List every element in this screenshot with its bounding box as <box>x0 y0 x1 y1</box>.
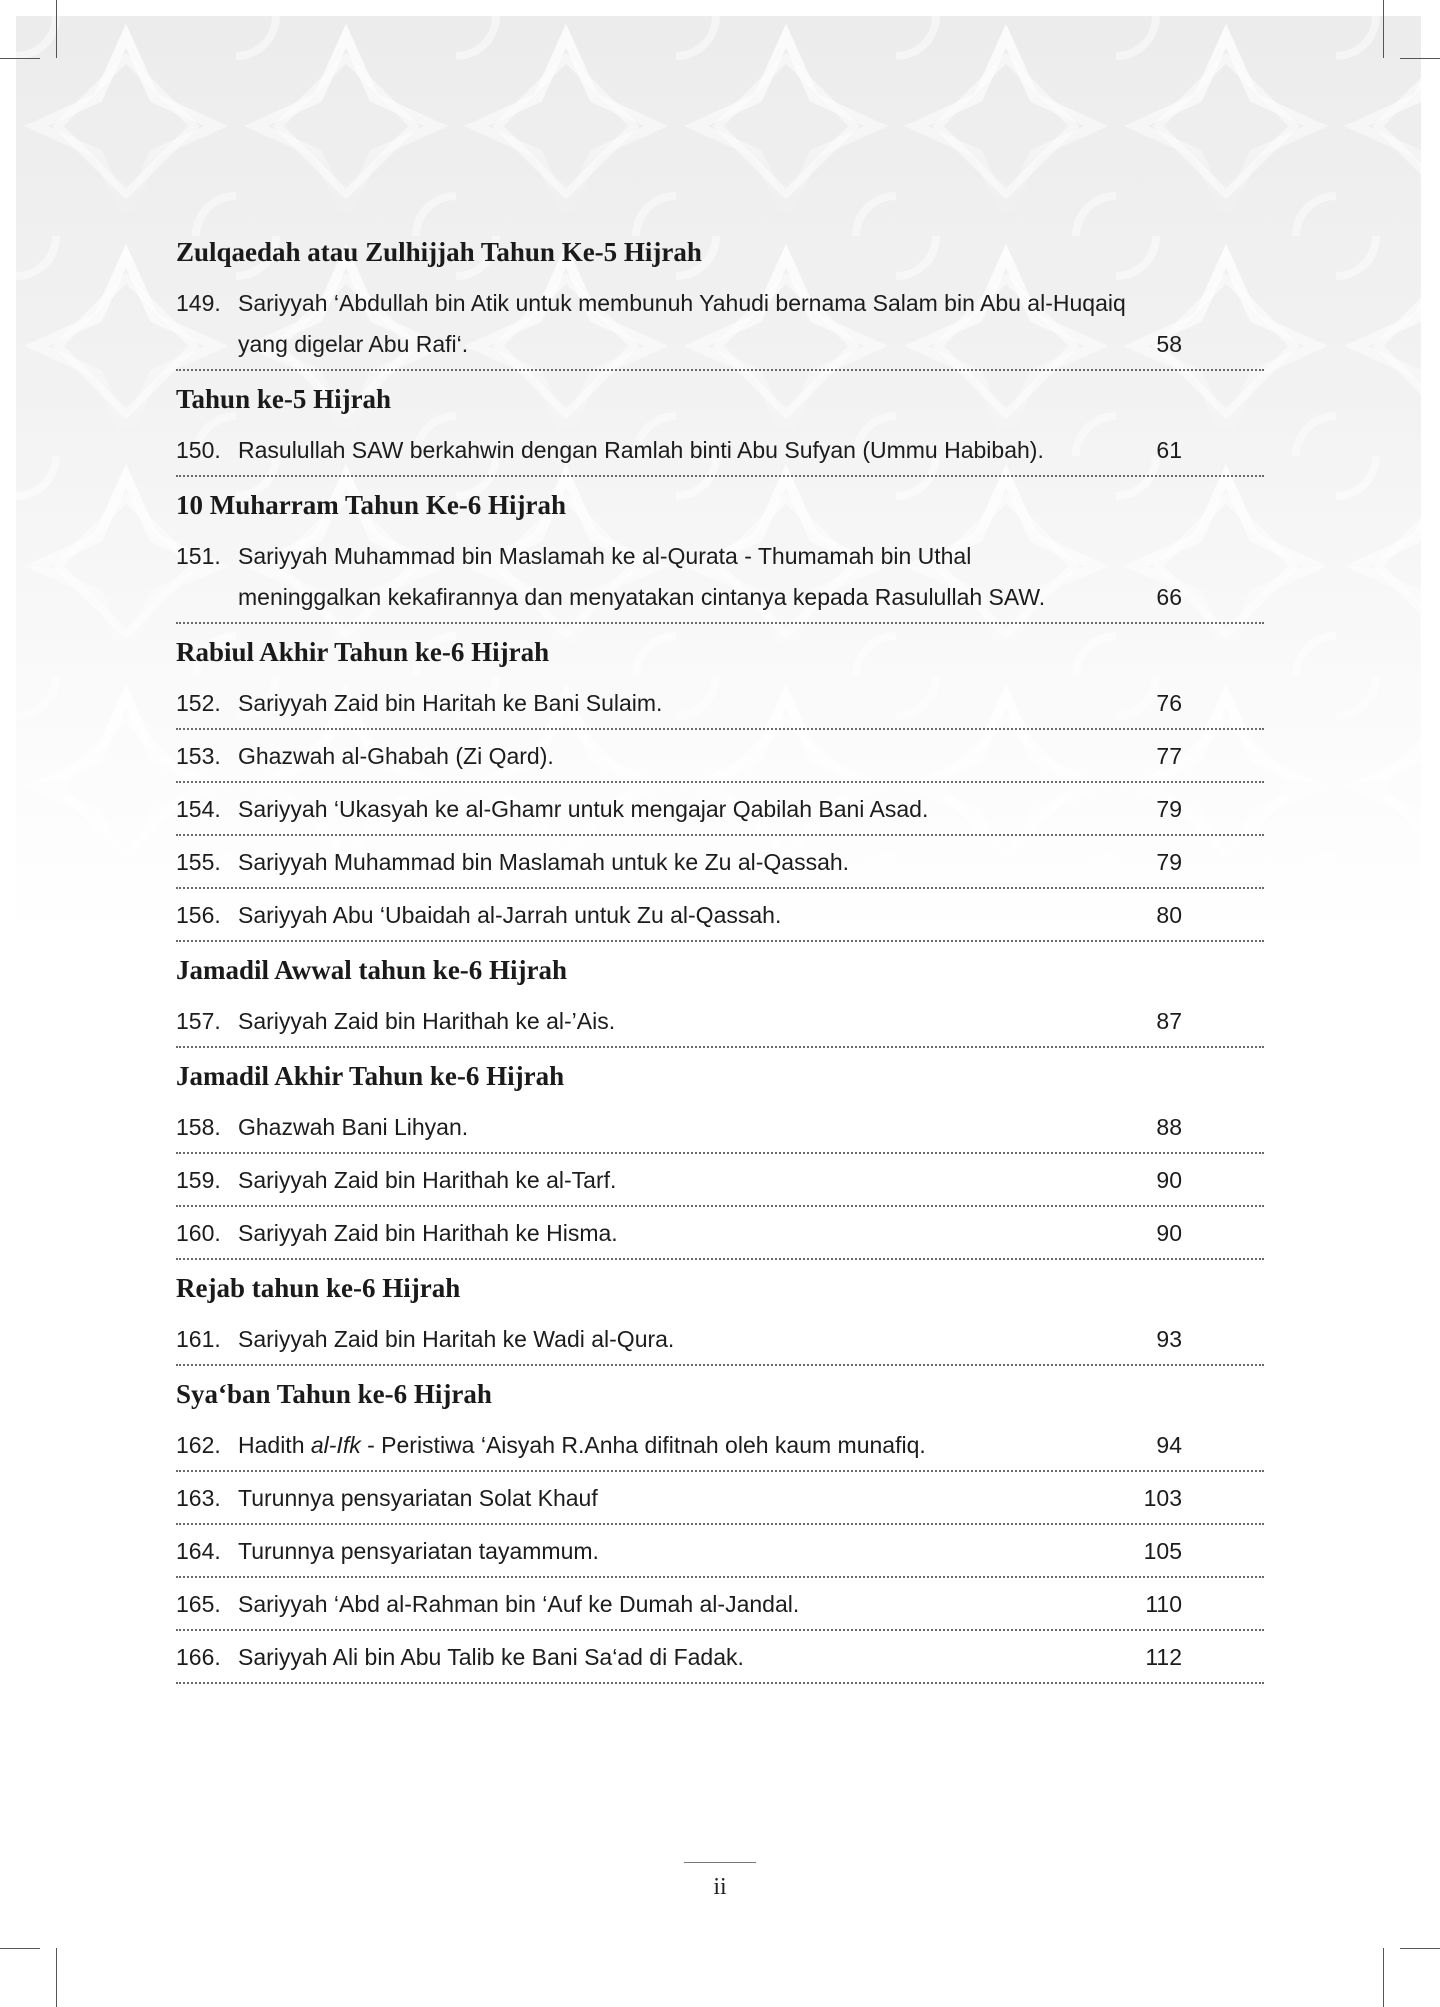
crop-mark-top-right-v <box>1383 0 1384 58</box>
crop-mark-bottom-left-h <box>0 1948 40 1949</box>
entry-page: 105 <box>1143 1538 1182 1564</box>
toc-entry[interactable] <box>176 1580 1264 1631</box>
section-heading: Rejab tahun ke-6 Hijrah <box>176 1273 461 1303</box>
entry-title: Sariyyah Muhammad bin Maslamah untuk ke Zu al-Qassah. <box>238 849 850 875</box>
entry-title: Turunnya pensyariatan Solat Khauf <box>238 1485 598 1511</box>
entry-number: 150. <box>176 437 221 463</box>
entry-page: 112 <box>1145 1644 1182 1670</box>
section-heading: Rabiul Akhir Tahun ke-6 Hijrah <box>176 637 550 667</box>
entry-title: Sariyyah Zaid bin Harithah ke al-Tarf. <box>238 1167 617 1193</box>
toc-entry[interactable] <box>176 1156 1264 1207</box>
entry-number: 162. <box>176 1432 221 1458</box>
section-heading: Jamadil Awwal tahun ke-6 Hijrah <box>176 955 568 985</box>
entry-title: Turunnya pensyariatan tayammum. <box>238 1538 599 1564</box>
entry-title: Rasulullah SAW berkahwin dengan Ramlah binti Abu Sufyan (Ummu Habibah). <box>238 437 1044 463</box>
entry-title: Sariyyah Muhammad bin Maslamah ke al-Qurata - Thumamah bin Uthal meninggalkan kekafirannya dan menyatakan cintanya kepada Rasulullah SAW. <box>238 543 1046 610</box>
entry-page: 80 <box>1156 902 1182 928</box>
entry-page: 94 <box>1156 1432 1182 1458</box>
entry-title: Ghazwah al-Ghabah (Zi Qard). <box>238 743 554 769</box>
crop-mark-bottom-left-v <box>56 1948 57 2007</box>
entry-page: 79 <box>1156 849 1182 875</box>
entry-page: 76 <box>1156 690 1182 716</box>
entry-number: 151. <box>176 543 221 569</box>
section-heading: Zulqaedah atau Zulhijjah Tahun Ke-5 Hijrah <box>176 237 702 267</box>
entry-title: Sariyyah Zaid bin Haritah ke Wadi al-Qura. <box>238 1326 675 1352</box>
toc-entry[interactable] <box>176 532 1264 624</box>
entry-number: 166. <box>176 1644 221 1670</box>
entry-title-italic: al-Ifk <box>310 1432 361 1458</box>
entry-number: 158. <box>176 1114 221 1140</box>
entry-page: 58 <box>1156 331 1182 357</box>
section-heading: Tahun ke-5 Hijrah <box>176 384 392 414</box>
crop-mark-bottom-right-h <box>1400 1948 1440 1949</box>
entry-page: 79 <box>1156 796 1182 822</box>
toc-entry[interactable] <box>176 1103 1264 1154</box>
section-heading: Jamadil Akhir Tahun ke-6 Hijrah <box>176 1061 565 1091</box>
entry-number: 163. <box>176 1485 221 1511</box>
toc-entry[interactable] <box>176 1209 1264 1260</box>
crop-mark-top-right-h <box>1400 58 1440 59</box>
table-of-contents <box>176 226 1264 1686</box>
entry-title: Ghazwah Bani Lihyan. <box>238 1114 469 1140</box>
entry-page: 87 <box>1156 1008 1182 1034</box>
entry-title: Sariyyah Zaid bin Haritah ke Bani Sulaim. <box>238 690 663 716</box>
toc-entry[interactable] <box>176 838 1264 889</box>
entry-number: 159. <box>176 1167 221 1193</box>
entry-number: 155. <box>176 849 221 875</box>
page-number: ii <box>713 1874 727 1900</box>
entry-number: 157. <box>176 1008 221 1034</box>
toc-entry[interactable] <box>176 426 1264 477</box>
entry-title: Sariyyah ‘Abdullah bin Atik untuk membunuh Yahudi bernama Salam bin Abu al-Huqaiq yang digelar Abu Rafi‘. <box>238 290 1126 357</box>
section-heading: Sya‘ban Tahun ke-6 Hijrah <box>176 1379 492 1409</box>
entry-number: 160. <box>176 1220 221 1246</box>
entry-number: 164. <box>176 1538 221 1564</box>
entry-page: 93 <box>1156 1326 1182 1352</box>
toc-entry[interactable] <box>176 785 1264 836</box>
entry-title: Sariyyah ‘Abd al-Rahman bin ‘Auf ke Dumah al-Jandal. <box>238 1591 800 1617</box>
crop-mark-top-left-v <box>56 0 57 58</box>
toc-entry[interactable] <box>176 1633 1264 1684</box>
entry-page: 61 <box>1156 437 1182 463</box>
entry-page: 88 <box>1156 1114 1182 1140</box>
toc-entry[interactable] <box>176 1315 1264 1366</box>
crop-mark-bottom-right-v <box>1383 1948 1384 2007</box>
entry-title-prefix: Hadith <box>238 1432 311 1458</box>
toc-entry[interactable] <box>176 679 1264 730</box>
entry-number: 153. <box>176 743 221 769</box>
entry-page: 77 <box>1156 743 1182 769</box>
section-heading: 10 Muharram Tahun Ke-6 Hijrah <box>176 490 567 520</box>
crop-mark-top-left-h <box>0 58 40 59</box>
toc-entry[interactable] <box>176 891 1264 942</box>
entry-number: 161. <box>176 1326 221 1352</box>
entry-number: 165. <box>176 1591 221 1617</box>
toc-entry[interactable] <box>176 1527 1264 1578</box>
entry-number: 154. <box>176 796 221 822</box>
toc-entry[interactable] <box>176 732 1264 783</box>
entry-number: 152. <box>176 690 221 716</box>
entry-page: 90 <box>1156 1167 1182 1193</box>
entry-title: Sariyyah Ali bin Abu Talib ke Bani Sa‘ad di Fadak. <box>238 1644 744 1670</box>
entry-page: 66 <box>1156 584 1182 610</box>
entry-title: Sariyyah ‘Ukasyah ke al-Ghamr untuk mengajar Qabilah Bani Asad. <box>238 796 929 822</box>
entry-title: Sariyyah Zaid bin Harithah ke Hisma. <box>238 1220 618 1246</box>
entry-page: 103 <box>1143 1485 1182 1511</box>
toc-entry[interactable] <box>176 1421 1264 1472</box>
entry-title <box>238 1425 1164 1466</box>
entry-title: Sariyyah Abu ‘Ubaidah al-Jarrah untuk Zu al-Qassah. <box>238 902 782 928</box>
entry-title: Sariyyah Zaid bin Harithah ke al-’Ais. <box>238 1008 616 1034</box>
entry-number: 149. <box>176 290 221 316</box>
toc-entry[interactable] <box>176 1474 1264 1525</box>
entry-page: 110 <box>1145 1591 1182 1617</box>
toc-entry[interactable] <box>176 997 1264 1048</box>
footer-divider <box>684 1862 756 1863</box>
entry-title-suffix: - Peristiwa ‘Aisyah R.Anha difitnah oleh kaum munafiq. <box>360 1432 926 1458</box>
entry-page: 90 <box>1156 1220 1182 1246</box>
entry-number: 156. <box>176 902 221 928</box>
toc-entry[interactable] <box>176 279 1264 371</box>
